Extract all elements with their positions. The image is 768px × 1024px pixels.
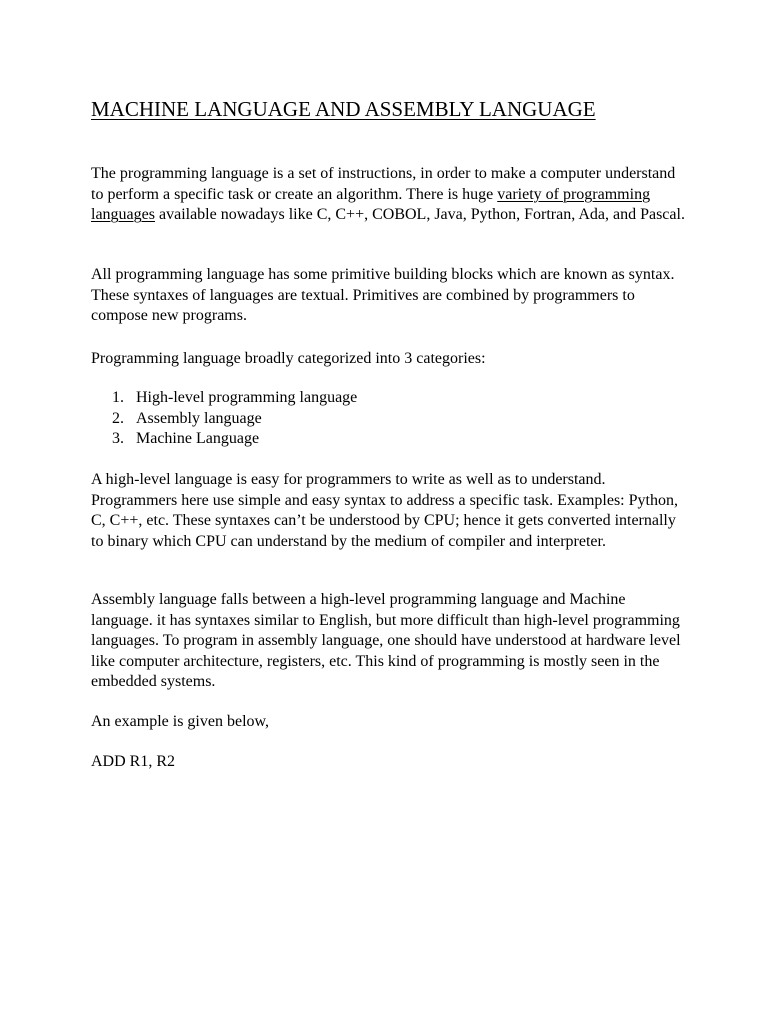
example-intro-paragraph: An example is given below,	[91, 713, 270, 730]
list-item	[91, 409, 357, 430]
example-code-line: ADD R1, R2	[91, 753, 176, 770]
syntax-paragraph: All programming language has some primitive building blocks which are known as syntax. These syntaxes of languages are textual. Primitives are combined by programmers to compose new programs.	[91, 266, 675, 324]
list-item	[91, 388, 357, 409]
categories-intro-paragraph: Programming language broadly categorized into 3 categories:	[91, 350, 486, 367]
list-item	[91, 429, 357, 450]
list-item-label: Assembly language	[136, 409, 262, 427]
list-item-number: 2.	[112, 409, 124, 427]
categories-list	[91, 388, 357, 450]
list-item-label: Machine Language	[136, 430, 260, 447]
intro-text-after-link: available nowadays like C, C++, COBOL, Java, Python, Fortran, Ada, and Pascal.	[154, 206, 685, 223]
intro-text-before-link: The programming language is a set of instructions, in order to make a computer understand to perform a specific task or create an algorithm. There is huge	[91, 165, 676, 203]
high-level-language-paragraph: A high-level language is easy for programmers to write as well as to understand. Programmers here use simple and easy syntax to address a specific task. Examples: Python, C, C++, etc. These syntaxes can’t be understood by CPU; hence it gets converted internally to binary which CPU can understand by the medium of compiler and interpreter.	[91, 471, 678, 550]
assembly-language-paragraph: Assembly language falls between a high-level programming language and Machine language. it has syntaxes similar to English, but more difficult than high-level programming languages. To program in assembly language, one should have understood at hardware level like computer architecture, registers, etc. This kind of programming is mostly seen in the embedded systems.	[91, 591, 681, 690]
list-item-label: High-level programming language	[136, 389, 358, 406]
list-item-number: 1.	[112, 389, 124, 406]
document-page	[91, 96, 691, 770]
variety-of-languages-link[interactable]: variety of programming languages	[91, 185, 651, 223]
intro-paragraph	[91, 164, 691, 226]
list-item-number: 3.	[112, 430, 124, 447]
document-title: MACHINE LANGUAGE AND ASSEMBLY LANGUAGE	[91, 97, 596, 121]
